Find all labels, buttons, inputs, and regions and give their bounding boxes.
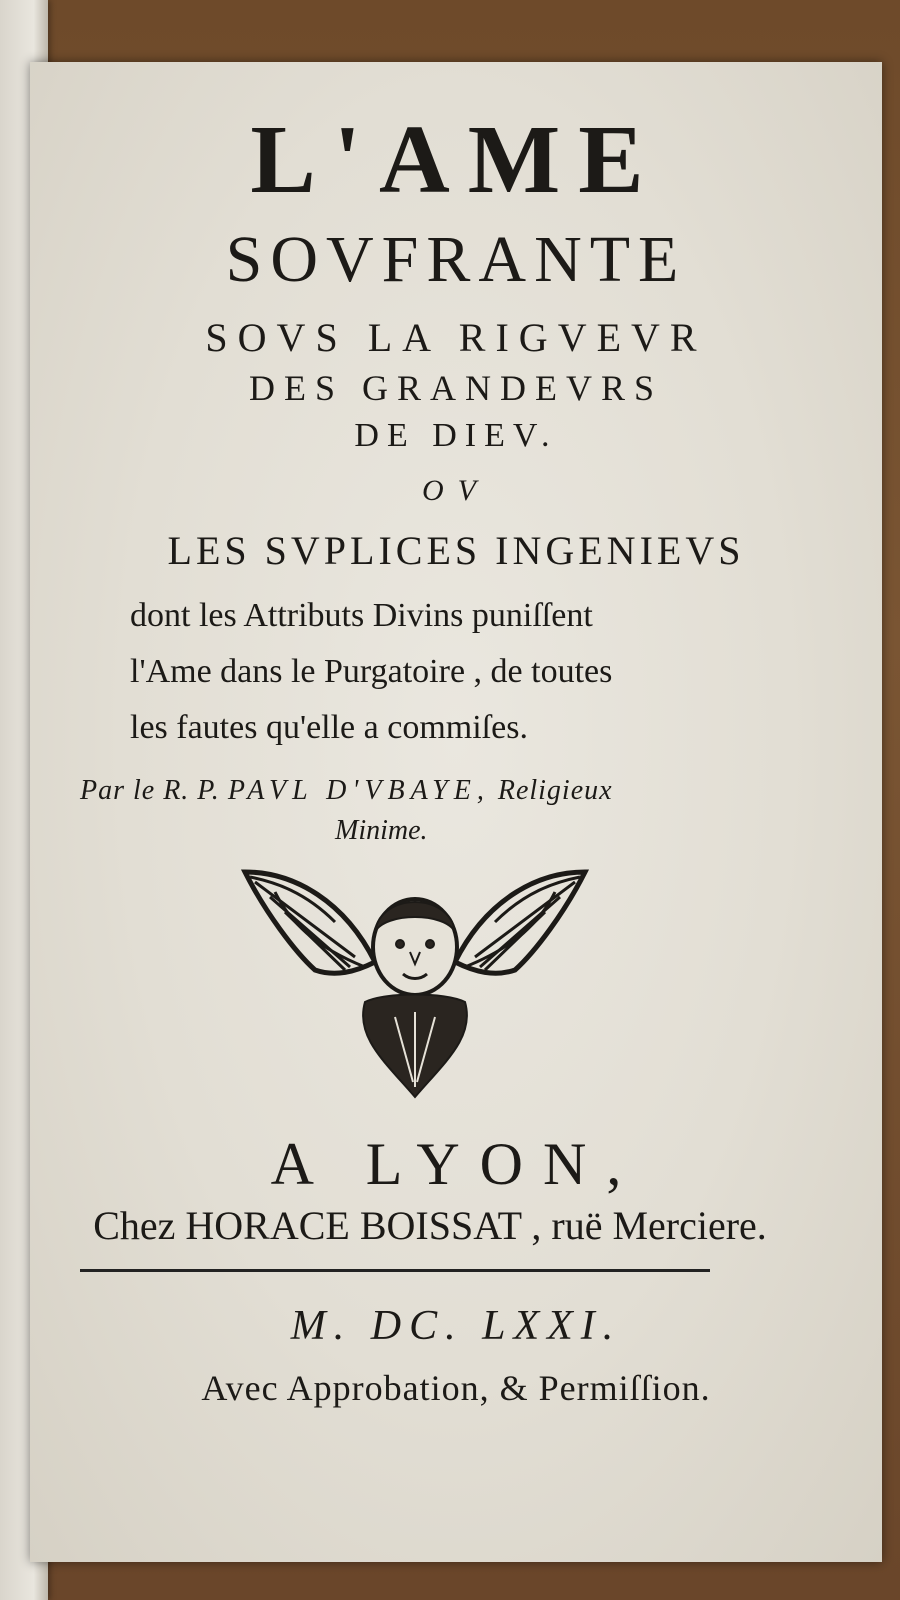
- subtitle-caps: LES SVPLICES INGENIEVS: [167, 528, 745, 573]
- subtitle-line-1: dont les Attributs Divins puniſſent: [130, 597, 593, 634]
- author-suffix: Religieux: [497, 775, 613, 806]
- imprint-date: M. DC. LXXI.: [290, 1303, 622, 1349]
- subtitle-line-2: l'Ame dans le Purgatoire , de toutes: [130, 653, 613, 690]
- imprint-publisher: Chez HORACE BOISSAT , ruë Merciere.: [93, 1203, 767, 1248]
- conjunction-ou: OV: [422, 474, 490, 507]
- title-line-2: SOVFRANTE: [225, 223, 687, 296]
- author-prefix: Par le R. P.: [80, 775, 220, 806]
- title-line-4: DES GRANDEVRS: [248, 368, 664, 408]
- author-line: [80, 775, 613, 807]
- subtitle-line-3: les fautes qu'elle a commiſes.: [130, 709, 528, 746]
- winged-cherub-head-icon: [235, 852, 595, 1102]
- title-line-3: SOVS LA RIGVEVR: [205, 315, 707, 360]
- title-line-1: L'AME: [250, 106, 662, 214]
- approbation-line: Avec Approbation, & Permiſſion.: [201, 1368, 711, 1408]
- author-order: Minime.: [335, 815, 428, 846]
- title-line-5: DE DIEV.: [354, 417, 558, 454]
- author-name: PAVL D'VBAYE,: [227, 775, 490, 806]
- divider-rule: [80, 1269, 710, 1272]
- title-page: [30, 62, 882, 1562]
- imprint-city: A LYON,: [270, 1131, 642, 1197]
